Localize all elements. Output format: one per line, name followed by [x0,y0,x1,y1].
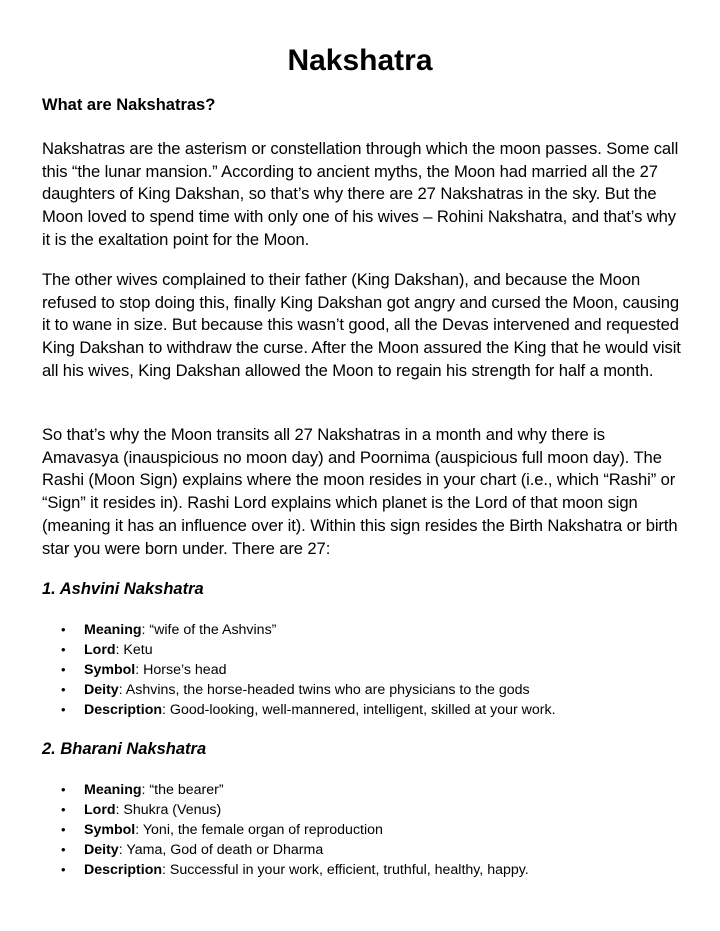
list-item [42,800,529,820]
item-value: : Successful in your work, efficient, truthful, healthy, happy. [162,862,529,878]
bullet-icon: • [61,662,66,677]
item-key: Meaning [84,782,142,798]
item-value: : Shukra (Venus) [115,802,222,818]
item-value: : Horse’s head [135,662,227,678]
item-key: Lord [84,642,116,658]
list-item [42,700,556,720]
intro-heading: What are Nakshatras? [42,96,216,114]
item-key: Description [84,702,163,718]
paragraph: The other wives complained to their father (King Dakshan), and because the Moon refused to stop doing this, finally King Dakshan got angry and cursed the Moon, causing it to wane in size. But because this wasn’t good, all the Devas intervened and requested King Dakshan to withdraw the curse. After the Moon assured the King that he would visit all his wives, King Dakshan allowed the Moon to regain his strength for half a month. [42,270,681,380]
paragraph: Nakshatras are the asterism or constellation through which the moon passes. Some call this “the lunar mansion.” According to ancient myths, the Moon had married all the 27 daughters of King Dakshan, so that’s why there are 27 Nakshatras in the sky. But the Moon loved to spend time with only one of his wives – Rohini Nakshatra, and that’s why it is the exaltation point for the Moon. [42,139,679,249]
item-key: Symbol [84,662,136,678]
paragraph: So that’s why the Moon transits all 27 Nakshatras in a month and why there is Amavasya (inauspicious no moon day) and Poornima (auspicious full moon day). The Rashi (Moon Sign) explains where the moon resides in your chart (i.e., which “Rashi” or “Sign” it resides in). Rashi Lord explains which planet is the Lord of that moon sign (meaning it has an influence over it). Within this sign resides the Birth Nakshatra or birth star you were born under. There are 27: [42,425,678,558]
bullet-icon: • [61,822,66,837]
item-value: : “wife of the Ashvins” [141,622,277,638]
list-item [42,660,556,680]
list-item [42,680,556,700]
bullet-icon: • [61,782,66,797]
item-key: Deity [84,682,119,698]
bullet-icon: • [61,862,66,877]
list-item [42,620,556,640]
item-key: Deity [84,842,119,858]
bullet-icon: • [61,622,66,637]
section-heading-bharani: 2. Bharani Nakshatra [42,740,207,758]
item-value: : Good-looking, well-mannered, intelligent, skilled at your work. [162,702,556,718]
bullet-icon: • [61,842,66,857]
item-value: : Yama, God of death or Dharma [118,842,324,858]
list-item [42,840,529,860]
list-item [42,780,529,800]
bullet-icon: • [61,682,66,697]
item-value: : Yoni, the female organ of reproduction [135,822,383,838]
list-item [42,860,529,880]
item-key: Symbol [84,822,136,838]
bharani-details-list [42,780,529,880]
page-title: Nakshatra [287,44,433,77]
item-key: Lord [84,802,116,818]
bullet-icon: • [61,702,66,717]
list-item [42,820,529,840]
item-key: Meaning [84,622,142,638]
section-heading-ashvini: 1. Ashvini Nakshatra [42,580,204,598]
item-value: : Ketu [115,642,153,658]
list-item [42,640,556,660]
item-value: : Ashvins, the horse-headed twins who are physicians to the gods [118,682,530,698]
ashvini-details-list [42,620,556,720]
item-key: Description [84,862,163,878]
bullet-icon: • [61,802,66,817]
bullet-icon: • [61,642,66,657]
item-value: : “the bearer” [141,782,224,798]
